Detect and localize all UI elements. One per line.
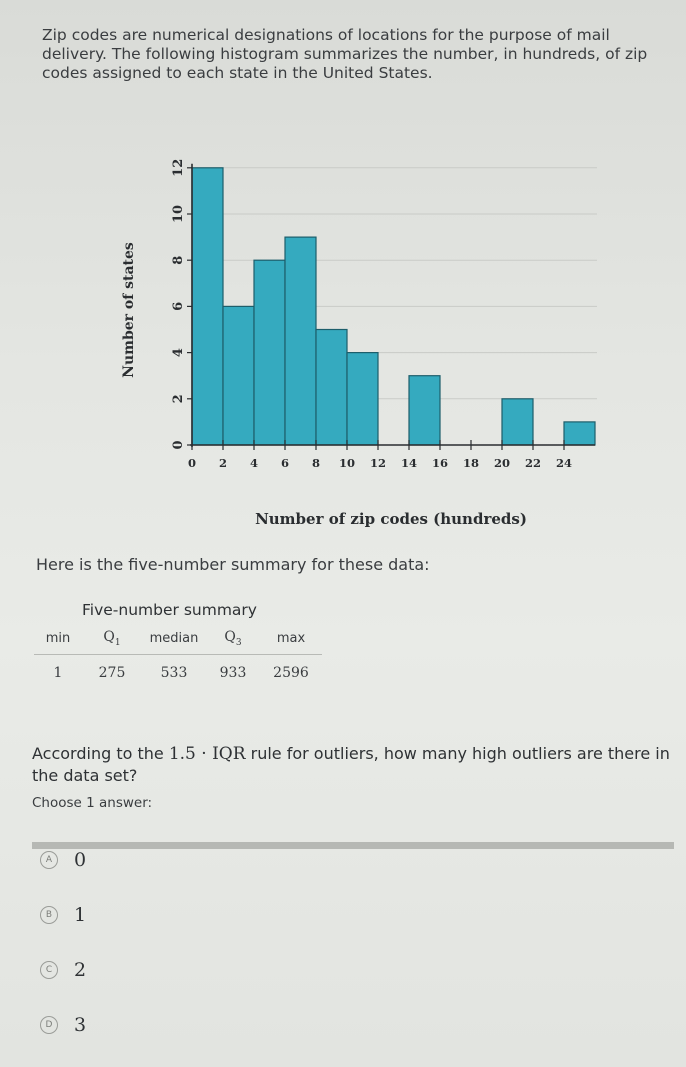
histogram-bar xyxy=(564,422,595,445)
histogram-bar xyxy=(192,168,223,445)
value-median: 533 xyxy=(160,664,188,681)
histogram-bar xyxy=(347,353,378,445)
header-median: median xyxy=(142,625,206,654)
y-tick-label: 6 xyxy=(171,301,186,311)
y-tick-labels xyxy=(171,159,186,450)
problem-intro: Zip codes are numerical designations of locations for the purpose of mail delivery. The following histogram summarizes the number, in hundreds, of zip codes assigned to each state in the United States. xyxy=(42,25,648,82)
five-number-table xyxy=(34,625,322,681)
y-tick-label: 2 xyxy=(171,394,186,404)
header-max: max xyxy=(260,625,322,654)
header-q3: $Q_3$ xyxy=(206,625,260,654)
five-number-title: Five-number summary xyxy=(82,601,257,619)
value-q1: 275 xyxy=(98,664,126,681)
x-tick-label: 22 xyxy=(524,456,542,470)
choice-a-text: 0 xyxy=(74,849,87,871)
y-tick-label: 4 xyxy=(171,348,186,358)
x-axis-label: Number of zip codes (hundreds) xyxy=(255,510,527,528)
five-number-header-row xyxy=(34,625,322,654)
summary-lead: Here is the five-number summary for these data: xyxy=(36,555,430,574)
answer-divider xyxy=(32,842,674,849)
x-tick-label: 18 xyxy=(462,456,480,470)
x-tick-label: 12 xyxy=(369,456,387,470)
choice-d-radio[interactable]: D xyxy=(40,1016,58,1034)
value-q3: 933 xyxy=(219,664,247,681)
x-tick-label: 6 xyxy=(280,456,290,470)
choice-c-radio[interactable]: C xyxy=(40,961,58,979)
x-tick-label: 20 xyxy=(493,456,511,470)
value-max: 2596 xyxy=(273,664,309,681)
x-tick-label: 2 xyxy=(218,456,228,470)
choice-d[interactable] xyxy=(40,1011,86,1039)
five-number-values-row xyxy=(34,654,322,681)
y-tick-label: 12 xyxy=(171,158,186,177)
histogram-bar xyxy=(285,237,316,445)
histogram-chart xyxy=(110,150,630,540)
histogram-bar xyxy=(223,306,254,445)
x-tick-label: 14 xyxy=(400,456,418,470)
choice-b[interactable] xyxy=(40,901,86,929)
histogram-bar xyxy=(409,376,440,445)
y-tick-label: 8 xyxy=(171,255,186,265)
choice-c-text: 2 xyxy=(74,959,87,981)
choice-a-radio[interactable]: A xyxy=(40,851,58,869)
x-tick-label: 4 xyxy=(249,456,259,470)
x-tick-label: 8 xyxy=(311,456,321,470)
x-tick-labels xyxy=(188,456,572,470)
x-tick-label: 24 xyxy=(555,456,573,470)
iqr-expression: 1.5 · IQR xyxy=(168,744,246,764)
x-tick-label: 10 xyxy=(338,456,356,470)
choice-a[interactable] xyxy=(40,846,86,874)
y-tick-label: 0 xyxy=(171,440,186,450)
choice-b-text: 1 xyxy=(74,904,87,926)
header-min: min xyxy=(34,625,82,654)
choose-label: Choose 1 answer: xyxy=(32,795,153,811)
question-text: According to the 1.5 · IQR rule for outliers, how many high outliers are there in the data set? xyxy=(32,744,670,785)
histogram-bar xyxy=(316,330,347,446)
choice-c[interactable] xyxy=(40,956,86,984)
value-min: 1 xyxy=(53,664,63,681)
header-q1: $Q_1$ xyxy=(82,625,142,654)
histogram-bar xyxy=(502,399,533,445)
histogram-bar xyxy=(254,260,285,445)
x-tick-label: 16 xyxy=(431,456,449,470)
choice-b-radio[interactable]: B xyxy=(40,906,58,924)
y-tick-label: 10 xyxy=(171,204,186,224)
choice-d-text: 3 xyxy=(74,1014,87,1036)
x-tick-label: 0 xyxy=(187,456,197,470)
y-axis-label: Number of states xyxy=(121,242,137,378)
